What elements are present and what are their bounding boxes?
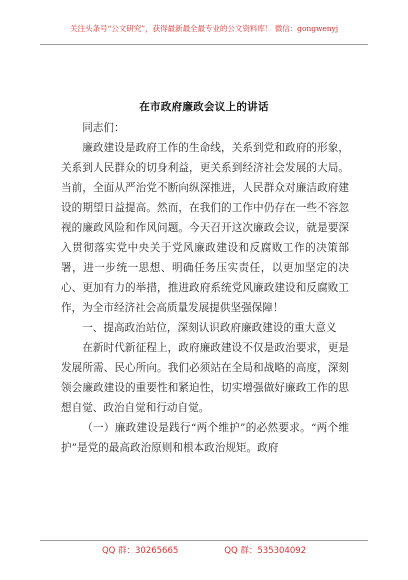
paragraph: 在新时代新征程上，政府廉政建设不仅是政治要求，更是发展所需、民心所向。我们必须站在全局和战略的高度，深刻领会廉政建设的重要性和紧迫性，切实增强做好廉政工作的思想自觉、政治自觉和行动自觉。 <box>61 342 349 414</box>
footer-qq-group-2: QQ 群：535304092 <box>224 546 307 556</box>
salutation: 同志们： <box>82 122 125 134</box>
document-body <box>61 118 349 458</box>
section-heading: 一、提高政治站位，深刻认识政府廉政建设的重大意义 <box>82 322 337 334</box>
header-divider <box>40 44 368 45</box>
paragraph: 廉政建设是政府工作的生命线，关系到党和政府的形象，关系到人民群众的切身利益，更关系到经济社会发展的大局。当前，全面从严治党不断向纵深推进，人民群众对廉洁政府建设的期望日益提高。然而，在我们的工作中仍存在一些不容忽视的廉政风险和作风问题。今天召开这次廉政会议，就是要深入贯彻落实党中央关于党风廉政建设和反腐败工作的决策部署，进一步统一思想、明确任务压实责任，以更加坚定的决心、更加有力的举措，推进政府系统党风廉政建设和反腐败工作，为全市经济社会高质量发展提供坚强保障！ <box>61 142 349 314</box>
document-title: 在市政府廉政会议上的讲话 <box>139 101 269 113</box>
subsection-paragraph: （一）廉政建设是践行“两个维护”的必然要求。“两个维护”是党的最高政治原则和根本政治规矩。政府 <box>61 422 349 454</box>
header-note: 关注头条号“公文研究”，获得最新最全最专业的公文资料库！ 微信：gongwenyj <box>69 24 338 33</box>
footer-contacts <box>0 544 408 556</box>
footer-divider <box>40 540 368 541</box>
footer-qq-group-1: QQ 群：30265665 <box>101 546 179 556</box>
